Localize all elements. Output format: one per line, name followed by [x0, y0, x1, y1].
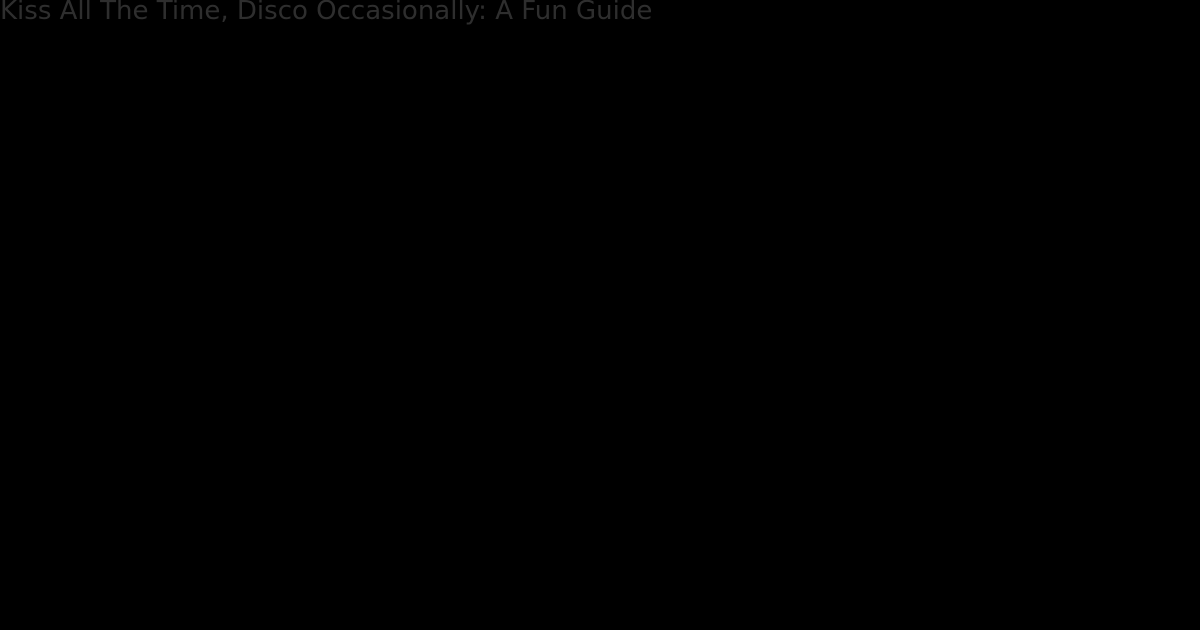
page-title: Kiss All The Time, Disco Occasionally: A Fun Guide — [0, 0, 653, 26]
